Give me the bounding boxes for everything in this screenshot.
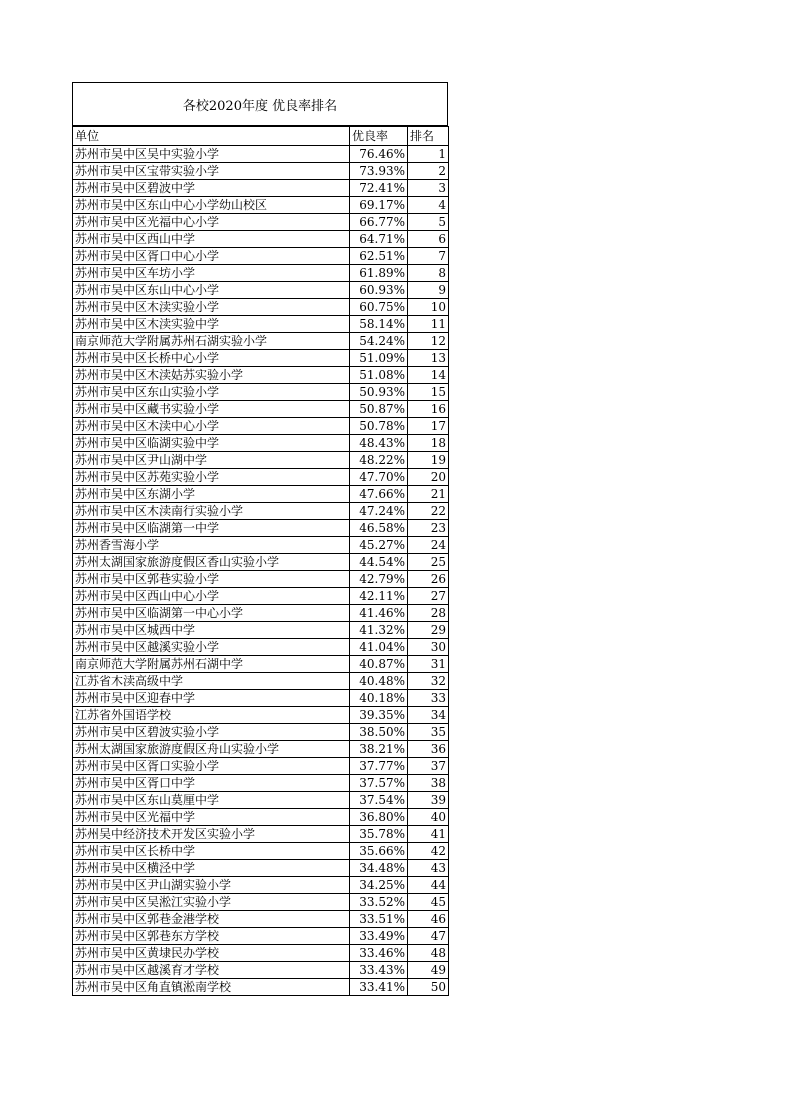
cell-rate: 33.46% [350,945,408,962]
cell-rank: 47 [408,928,449,945]
cell-rank: 49 [408,962,449,979]
table-row [73,554,449,571]
cell-rate: 50.87% [350,401,408,418]
table-row [73,792,449,809]
cell-rank: 43 [408,860,449,877]
cell-rate: 42.11% [350,588,408,605]
cell-unit-name: 苏州市吴中区郭巷实验小学 [73,571,350,588]
cell-rank: 3 [408,180,449,197]
cell-rate: 47.70% [350,469,408,486]
cell-rank: 36 [408,741,449,758]
cell-rate: 41.46% [350,605,408,622]
table-row [73,503,449,520]
cell-rank: 45 [408,894,449,911]
table-row [73,707,449,724]
cell-rank: 35 [408,724,449,741]
cell-rank: 38 [408,775,449,792]
cell-rate: 42.79% [350,571,408,588]
cell-unit-name: 南京师范大学附属苏州石湖中学 [73,656,350,673]
cell-unit-name: 南京师范大学附属苏州石湖实验小学 [73,333,350,350]
cell-unit-name: 苏州市吴中区越溪育才学校 [73,962,350,979]
table-row [73,843,449,860]
cell-rank: 2 [408,163,449,180]
cell-rank: 11 [408,316,449,333]
cell-unit-name: 苏州市吴中区宝带实验小学 [73,163,350,180]
cell-rate: 51.09% [350,350,408,367]
cell-rank: 17 [408,418,449,435]
cell-unit-name: 苏州市吴中区西山中心小学 [73,588,350,605]
cell-rank: 9 [408,282,449,299]
cell-rank: 24 [408,537,449,554]
cell-unit-name: 苏州市吴中区黄埭民办学校 [73,945,350,962]
table-row [73,656,449,673]
cell-unit-name: 苏州市吴中区城西中学 [73,622,350,639]
cell-rank: 10 [408,299,449,316]
table-row [73,248,449,265]
cell-unit-name: 苏州市吴中区临湖第一中心小学 [73,605,350,622]
table-row [73,520,449,537]
cell-rank: 25 [408,554,449,571]
cell-rank: 21 [408,486,449,503]
cell-unit-name: 苏州市吴中区光福中学 [73,809,350,826]
table-row [73,299,449,316]
table-row [73,265,449,282]
table-row [73,384,449,401]
cell-rate: 41.32% [350,622,408,639]
table-row [73,928,449,945]
table-row [73,452,449,469]
header-rank: 排名 [408,127,449,146]
cell-unit-name: 苏州市吴中区东山莫厘中学 [73,792,350,809]
cell-rate: 58.14% [350,316,408,333]
cell-rank: 27 [408,588,449,605]
cell-unit-name: 苏州市吴中区西山中学 [73,231,350,248]
cell-rank: 22 [408,503,449,520]
cell-rate: 64.71% [350,231,408,248]
table-row [73,282,449,299]
cell-rank: 8 [408,265,449,282]
table-row [73,418,449,435]
cell-rank: 42 [408,843,449,860]
table-row [73,214,449,231]
table-row [73,894,449,911]
cell-unit-name: 苏州市吴中区郭巷金港学校 [73,911,350,928]
table-row [73,605,449,622]
ranking-table-body [73,127,449,996]
cell-rate: 69.17% [350,197,408,214]
cell-rank: 20 [408,469,449,486]
table-row [73,180,449,197]
cell-rate: 34.48% [350,860,408,877]
table-row [73,911,449,928]
cell-unit-name: 苏州市吴中区胥口中心小学 [73,248,350,265]
cell-rank: 46 [408,911,449,928]
cell-rank: 29 [408,622,449,639]
ranking-table [72,126,449,996]
cell-rank: 40 [408,809,449,826]
cell-unit-name: 苏州吴中经济技术开发区实验小学 [73,826,350,843]
cell-rank: 16 [408,401,449,418]
cell-rate: 60.93% [350,282,408,299]
table-row [73,537,449,554]
sheet-title: 各校2020年度 优良率排名 [72,82,448,126]
cell-rank: 5 [408,214,449,231]
table-row [73,622,449,639]
cell-unit-name: 苏州市吴中区角直镇淞南学校 [73,979,350,996]
cell-unit-name: 苏州市吴中区东山中心小学 [73,282,350,299]
cell-rate: 33.49% [350,928,408,945]
table-row [73,741,449,758]
cell-unit-name: 苏州市吴中区木渎中心小学 [73,418,350,435]
cell-unit-name: 苏州市吴中区木渎实验小学 [73,299,350,316]
cell-unit-name: 苏州市吴中区郭巷东方学校 [73,928,350,945]
cell-rank: 23 [408,520,449,537]
cell-unit-name: 江苏省外国语学校 [73,707,350,724]
cell-rank: 6 [408,231,449,248]
header-rate: 优良率 [350,127,408,146]
table-row [73,163,449,180]
cell-unit-name: 苏州市吴中区长桥中心小学 [73,350,350,367]
cell-rank: 12 [408,333,449,350]
cell-rate: 40.48% [350,673,408,690]
table-row [73,571,449,588]
cell-rate: 37.54% [350,792,408,809]
cell-rate: 45.27% [350,537,408,554]
cell-unit-name: 苏州市吴中区碧波中学 [73,180,350,197]
cell-rate: 72.41% [350,180,408,197]
header-unit: 单位 [73,127,350,146]
cell-rate: 66.77% [350,214,408,231]
cell-rate: 73.93% [350,163,408,180]
cell-unit-name: 苏州市吴中区胥口实验小学 [73,758,350,775]
cell-rank: 18 [408,435,449,452]
cell-unit-name: 苏州市吴中区木渎南行实验小学 [73,503,350,520]
cell-rate: 40.87% [350,656,408,673]
cell-rank: 44 [408,877,449,894]
cell-rate: 33.51% [350,911,408,928]
table-row [73,962,449,979]
cell-rate: 35.78% [350,826,408,843]
cell-rate: 46.58% [350,520,408,537]
cell-unit-name: 苏州市吴中区碧波实验小学 [73,724,350,741]
cell-rate: 62.51% [350,248,408,265]
cell-rank: 30 [408,639,449,656]
table-row [73,401,449,418]
cell-rank: 14 [408,367,449,384]
cell-rate: 33.41% [350,979,408,996]
cell-rank: 37 [408,758,449,775]
table-row [73,860,449,877]
cell-rank: 28 [408,605,449,622]
table-row [73,197,449,214]
table-row [73,231,449,248]
cell-unit-name: 苏州市吴中区藏书实验小学 [73,401,350,418]
cell-unit-name: 苏州市吴中区车坊小学 [73,265,350,282]
cell-rate: 61.89% [350,265,408,282]
table-row [73,316,449,333]
table-row [73,945,449,962]
cell-unit-name: 苏州太湖国家旅游度假区香山实验小学 [73,554,350,571]
cell-rank: 26 [408,571,449,588]
cell-rank: 31 [408,656,449,673]
cell-rate: 40.18% [350,690,408,707]
cell-unit-name: 苏州市吴中区光福中心小学 [73,214,350,231]
table-header-row [73,127,449,146]
table-row [73,724,449,741]
cell-rate: 47.66% [350,486,408,503]
cell-unit-name: 苏州市吴中区苏苑实验小学 [73,469,350,486]
cell-unit-name: 苏州市吴中区迎春中学 [73,690,350,707]
table-row [73,809,449,826]
cell-rank: 13 [408,350,449,367]
cell-unit-name: 苏州市吴中区长桥中学 [73,843,350,860]
cell-rate: 47.24% [350,503,408,520]
cell-rate: 50.93% [350,384,408,401]
cell-unit-name: 苏州市吴中区东山中心小学幼山校区 [73,197,350,214]
table-row [73,758,449,775]
cell-rate: 50.78% [350,418,408,435]
table-row [73,350,449,367]
cell-rank: 41 [408,826,449,843]
cell-unit-name: 江苏省木渎高级中学 [73,673,350,690]
cell-rate: 44.54% [350,554,408,571]
cell-rate: 36.80% [350,809,408,826]
cell-rate: 51.08% [350,367,408,384]
cell-rate: 39.35% [350,707,408,724]
cell-unit-name: 苏州市吴中区胥口中学 [73,775,350,792]
cell-rate: 38.50% [350,724,408,741]
table-row [73,367,449,384]
cell-unit-name: 苏州太湖国家旅游度假区舟山实验小学 [73,741,350,758]
cell-rank: 34 [408,707,449,724]
cell-rate: 37.57% [350,775,408,792]
cell-rate: 48.22% [350,452,408,469]
cell-unit-name: 苏州市吴中区吴淞江实验小学 [73,894,350,911]
table-row [73,486,449,503]
cell-unit-name: 苏州市吴中区木渎姑苏实验小学 [73,367,350,384]
cell-rate: 76.46% [350,146,408,163]
cell-rate: 38.21% [350,741,408,758]
cell-rank: 19 [408,452,449,469]
cell-rate: 48.43% [350,435,408,452]
table-row [73,146,449,163]
cell-unit-name: 苏州市吴中区临湖第一中学 [73,520,350,537]
cell-rate: 34.25% [350,877,408,894]
table-row [73,826,449,843]
table-row [73,333,449,350]
cell-rank: 1 [408,146,449,163]
cell-rank: 7 [408,248,449,265]
cell-rank: 15 [408,384,449,401]
table-row [73,469,449,486]
cell-rank: 50 [408,979,449,996]
cell-rank: 33 [408,690,449,707]
cell-unit-name: 苏州市吴中区横泾中学 [73,860,350,877]
cell-unit-name: 苏州市吴中区尹山湖中学 [73,452,350,469]
cell-rank: 4 [408,197,449,214]
cell-rank: 39 [408,792,449,809]
table-row [73,877,449,894]
cell-unit-name: 苏州市吴中区东山实验小学 [73,384,350,401]
cell-unit-name: 苏州市吴中区东湖小学 [73,486,350,503]
cell-unit-name: 苏州市吴中区木渎实验中学 [73,316,350,333]
table-row [73,435,449,452]
cell-unit-name: 苏州市吴中区吴中实验小学 [73,146,350,163]
cell-rate: 54.24% [350,333,408,350]
cell-rate: 41.04% [350,639,408,656]
cell-unit-name: 苏州市吴中区尹山湖实验小学 [73,877,350,894]
cell-rank: 48 [408,945,449,962]
table-row [73,588,449,605]
table-row [73,979,449,996]
ranking-sheet [72,82,448,996]
table-row [73,673,449,690]
cell-rate: 33.43% [350,962,408,979]
table-row [73,690,449,707]
cell-rate: 35.66% [350,843,408,860]
cell-rate: 37.77% [350,758,408,775]
cell-unit-name: 苏州市吴中区越溪实验小学 [73,639,350,656]
table-row [73,639,449,656]
table-row [73,775,449,792]
cell-rank: 32 [408,673,449,690]
cell-unit-name: 苏州市吴中区临湖实验中学 [73,435,350,452]
cell-rate: 33.52% [350,894,408,911]
cell-unit-name: 苏州香雪海小学 [73,537,350,554]
cell-rate: 60.75% [350,299,408,316]
